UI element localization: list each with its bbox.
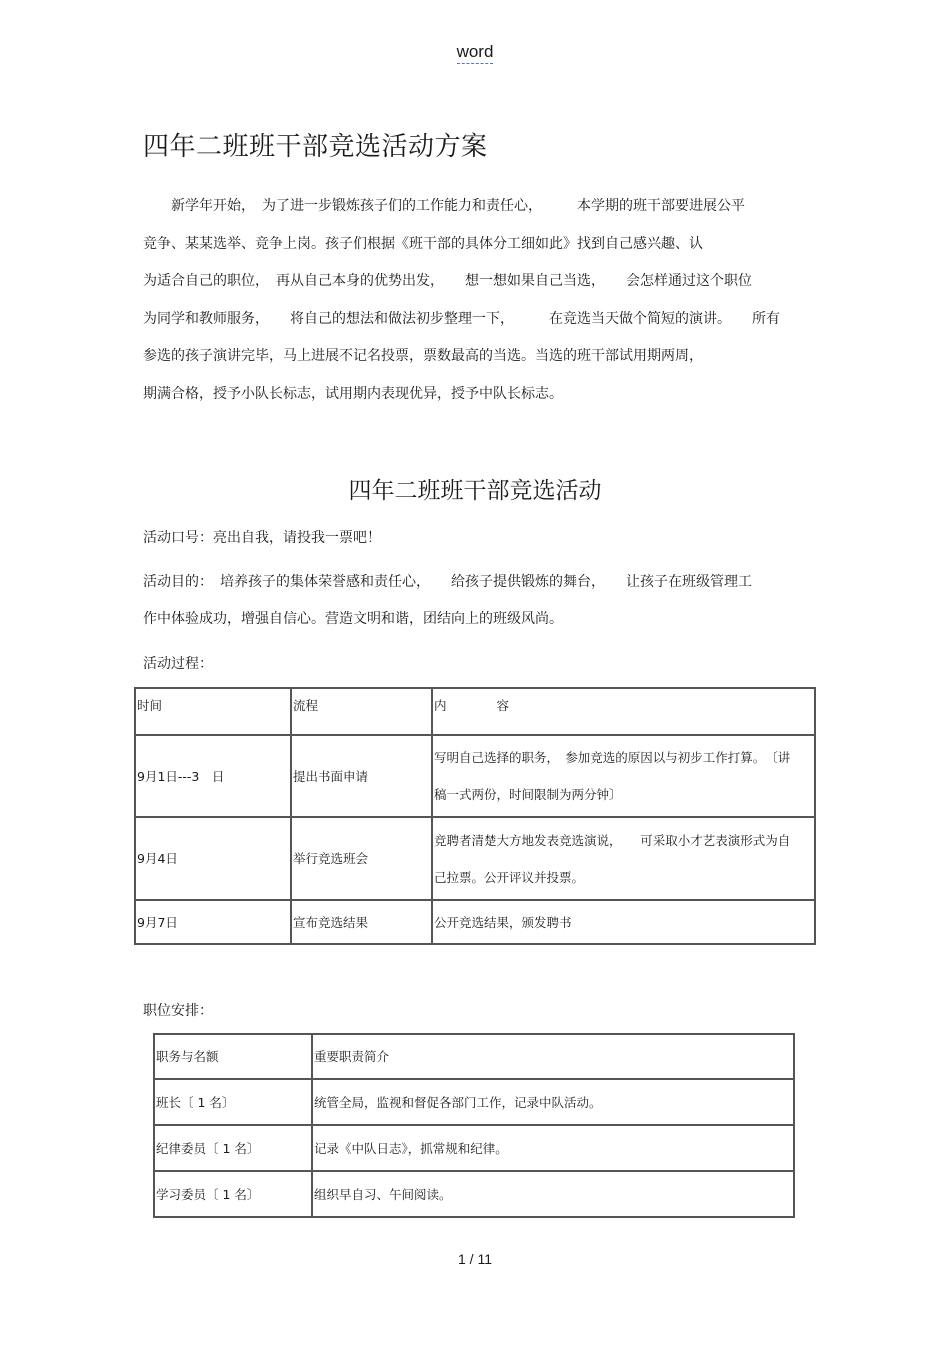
step-cell: 举行竞选班会 — [291, 817, 432, 900]
purpose-line: 作中体验成功，增强自信心。营造文明和谐，团结向上的班级风尚。 — [143, 611, 563, 627]
role-cell: 班长〔 1 名〕 — [154, 1079, 312, 1125]
time-cell: 9月7日 — [135, 900, 291, 944]
time-cell: 9月1日---3 日 — [135, 735, 291, 817]
table-row — [135, 817, 815, 900]
section-title: 四年二班班干部竞选活动 — [348, 478, 602, 504]
positions-label: 职位安排： — [143, 1003, 213, 1019]
duty-cell: 统管全局，监视和督促各部门工作，记录中队活动。 — [312, 1079, 794, 1125]
page-number: 1 / 11 — [458, 1251, 492, 1267]
document-title: 四年二班班干部竞选活动方案 — [143, 132, 488, 162]
content-line: 竞聘者清楚大方地发表竞选演说， 可采取小才艺表演形式为自 — [434, 832, 791, 848]
column-header-duty: 重要职责简介 — [312, 1034, 794, 1079]
intro-line: 为适合自己的职位， 再从自己本身的优势出发， 想一想如果自己当选， 会怎样通过这个职位 — [143, 273, 752, 289]
process-label: 活动过程： — [143, 656, 213, 672]
intro-line: 竞争、某某选举、竞争上岗。孩子们根据《班干部的具体分工细如此》找到自己感兴趣、认 — [143, 235, 703, 252]
activity-slogan: 活动口号：亮出自我，请投我一票吧！ — [143, 530, 381, 546]
time-cell: 9月4日 — [135, 817, 291, 900]
duty-cell: 组织早自习、午间阅读。 — [312, 1171, 794, 1217]
table-header-row — [154, 1034, 794, 1079]
table-row — [154, 1125, 794, 1171]
table-row — [154, 1079, 794, 1125]
intro-line: 新学年开始， 为了进一步锻炼孩子们的工作能力和责任心， 本学期的班干部要进展公平 — [143, 198, 745, 214]
role-cell: 学习委员〔 1 名〕 — [154, 1171, 312, 1217]
step-cell: 提出书面申请 — [291, 735, 432, 817]
table-row — [135, 900, 815, 944]
intro-line: 参选的孩子演讲完毕，马上进展不记名投票，票数最高的当选。当选的班干部试用期两周， — [143, 348, 703, 364]
positions-table — [153, 1033, 795, 1218]
content-line: 稿一式两份，时间限制为两分钟〕 — [434, 787, 622, 802]
duty-cell: 记录《中队日志》，抓常规和纪律。 — [312, 1125, 794, 1171]
content-line: 写明自己选择的职务， 参加竞选的原因以与初步工作打算。 〔讲 — [434, 750, 791, 765]
content-cell — [432, 817, 815, 900]
step-cell: 宣布竞选结果 — [291, 900, 432, 944]
content-line: 己拉票。公开评议并投票。 — [434, 869, 585, 885]
page-header — [0, 42, 950, 62]
column-header-time: 时间 — [135, 688, 291, 735]
purpose-line: 活动目的： 培养孩子的集体荣誉感和责任心， 给孩子提供锻炼的舞台， 让孩子在班级管理工 — [143, 574, 752, 590]
process-table — [134, 687, 816, 945]
header-word-label: word — [457, 42, 494, 64]
column-header-step: 流程 — [291, 688, 432, 735]
table-row — [135, 735, 815, 817]
column-header-content: 内 容 — [432, 688, 815, 735]
content-cell — [432, 735, 815, 817]
table-header-row — [135, 688, 815, 735]
intro-line: 为同学和教师服务， 将自己的想法和做法初步整理一下， 在竞选当天做个简短的演讲。 所有 — [143, 310, 780, 327]
content-cell — [432, 900, 815, 944]
intro-line: 期满合格，授予小队长标志，试用期内表现优异，授予中队长标志。 — [143, 385, 563, 402]
intro-paragraph — [143, 188, 813, 413]
role-cell: 纪律委员〔 1 名〕 — [154, 1125, 312, 1171]
column-header-role: 职务与名额 — [154, 1034, 312, 1079]
content-line: 公开竞选结果，颁发聘书 — [434, 914, 572, 930]
table-row — [154, 1171, 794, 1217]
